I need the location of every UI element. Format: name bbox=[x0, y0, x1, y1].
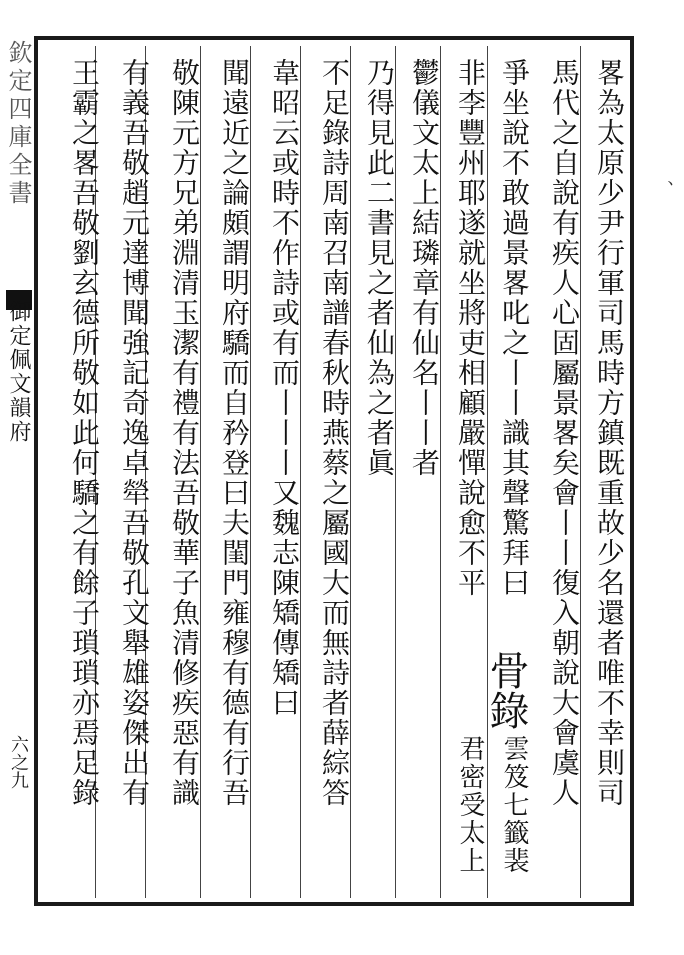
punctuation-mark: 、 bbox=[653, 180, 674, 198]
text-column-3: 爭坐說不敢過景畧叱之丨丨識其聲驚拜曰 bbox=[498, 58, 531, 598]
gu-lu-note-2: 君密受太上 bbox=[455, 735, 485, 875]
margin-header: 欽定四庫全書 bbox=[4, 40, 32, 208]
text-column-1: 畧為太原少尹行軍司馬時方鎮既重故少名還者唯不幸則司 bbox=[593, 58, 626, 808]
text-column-4: 非李豐州耶遂就坐將吏相顧嚴憚說愈不平 bbox=[454, 58, 487, 598]
text-column-5: 鬱儀文太上結璘章有仙名丨丨者 bbox=[408, 58, 441, 478]
text-column-8: 韋昭云或時不作詩或有而丨丨丨又魏志陳矯傳矯曰 bbox=[268, 58, 301, 718]
headword-gu-lu: 骨錄 bbox=[483, 650, 529, 730]
text-column-12: 王霸之畧吾敬劉玄德所敬如此何驕之有餘子瑣瑣亦焉足錄 bbox=[68, 58, 101, 808]
margin-book-title: 御定佩文韻府 bbox=[6, 300, 31, 444]
text-column-9: 聞遠近之論頗謂明府驕而自矜登曰夫閨門雍穆有德有行吾 bbox=[218, 58, 251, 808]
text-column-10: 敬陳元方兄弟淵清玉潔有禮有法吾敬華子魚清修疾惡有識 bbox=[168, 58, 201, 808]
text-column-7: 不足錄詩周南召南譜春秋時燕蔡之屬國大而無詩者薛綜答 bbox=[318, 58, 351, 808]
gu-lu-note: 雲笈七籤裴 bbox=[499, 735, 529, 875]
text-column-2: 馬代之自說有疾人心固屬景畧矣會丨丨復入朝說大會虞人 bbox=[548, 58, 581, 808]
text-column-11: 有義吾敬趙元達博聞強記奇逸卓犖吾敬孔文舉雄姿傑出有 bbox=[118, 58, 151, 808]
margin-page-number: 六之九 bbox=[8, 735, 29, 789]
text-column-6: 乃得見此二書見之者仙為之者眞 bbox=[363, 58, 396, 478]
